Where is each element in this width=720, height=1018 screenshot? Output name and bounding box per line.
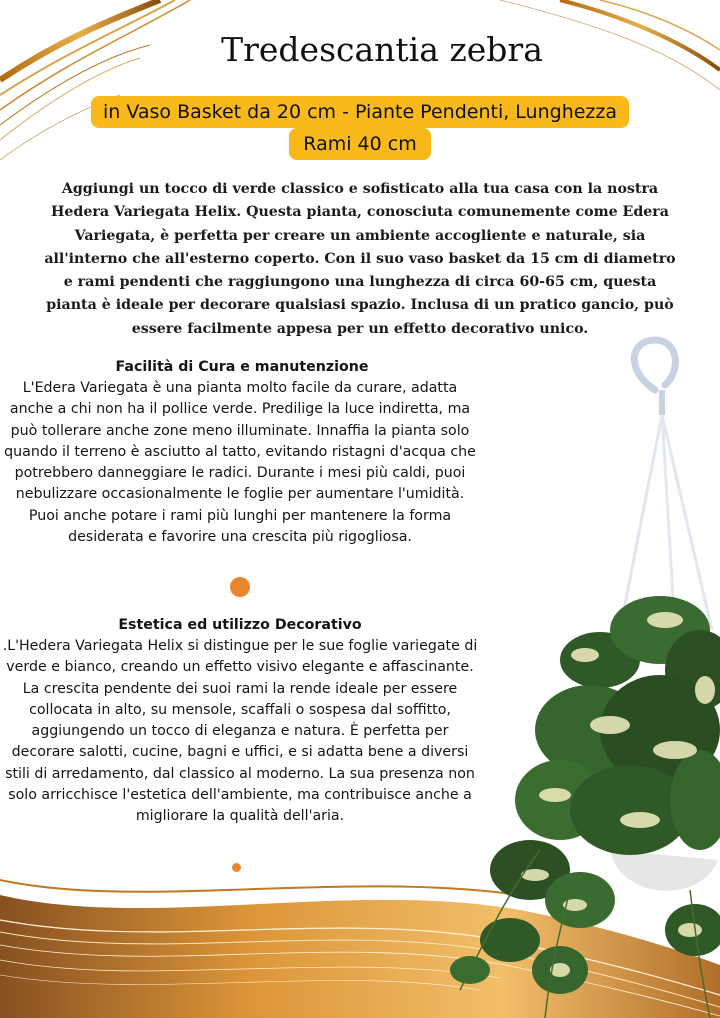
- hanging-plant-image: [450, 330, 720, 1018]
- orange-dot: [230, 577, 250, 597]
- care-section-body: L'Edera Variegata è una pianta molto facile da curare, adatta anche a chi non ha il pollice verde. Predilige la luce indiretta, ma può tollerare anche zone meno illuminate. Innaffia la pianta solo quando il terreno è asciutto al tatto, evitando ristagni d'acqua che potrebbero danneggiare le radici. Durante i mesi più caldi, puoi nebulizzare occasionalmente le foglie per aumentare l'umidità. Puoi anche potare i rami più lunghi per mantenere la forma desiderata e favorire una crescita più rigogliosa.: [4, 380, 476, 546]
- decor-section-body: .L'Hedera Variegata Helix si distingue per le sue foglie variegate di verde e bianco, creando un effetto visivo elegante e affascinante. La crescita pendente dei suoi rami la rende ideale per essere collocata in alto, su mensole, scaffali o sospesa dal soffitto, aggiungendo un tocco di eleganza e natura. È perfetta per decorare salotti, cucine, bagni e uffici, e si adatta bene a diversi stili di arredamento, dal classico al moderno. La sua presenza non solo arricchisce l'estetica dell'ambiente, ma contribuisce anche a migliorare la qualità dell'aria.: [2, 638, 478, 825]
- page-title: Tredescantia zebra: [221, 30, 543, 69]
- decor-section-heading: Estetica ed utilizzo Decorativo: [118, 617, 362, 633]
- care-section: [0, 357, 480, 548]
- intro-paragraph: Aggiungi un tocco di verde classico e sofisticato alla tua casa con la nostra Hedera Variegata Helix. Questa pianta, conosciuta comunemente come Edera Variegata, è perfetta per creare un ambiente accogliente e naturale, sia all'interno che all'esterno coperto. Con il suo vaso basket da 15 cm di diametro e rami pendenti che raggiungono una lunghezza di circa 60-65 cm, questa pianta è ideale per decorare qualsiasi spazio. Inclusa di un pratico gancio, può essere facilmente appesa per un effetto decorativo unico.: [44, 181, 676, 337]
- orange-dot-small: [232, 863, 241, 872]
- subtitle-banner: [0, 96, 720, 160]
- decor-section: [0, 615, 480, 828]
- subtitle-line-2: Rami 40 cm: [289, 128, 430, 160]
- care-section-heading: Facilità di Cura e manutenzione: [115, 359, 369, 375]
- subtitle-line-1: in Vaso Basket da 20 cm - Piante Pendenti, Lunghezza: [91, 96, 629, 128]
